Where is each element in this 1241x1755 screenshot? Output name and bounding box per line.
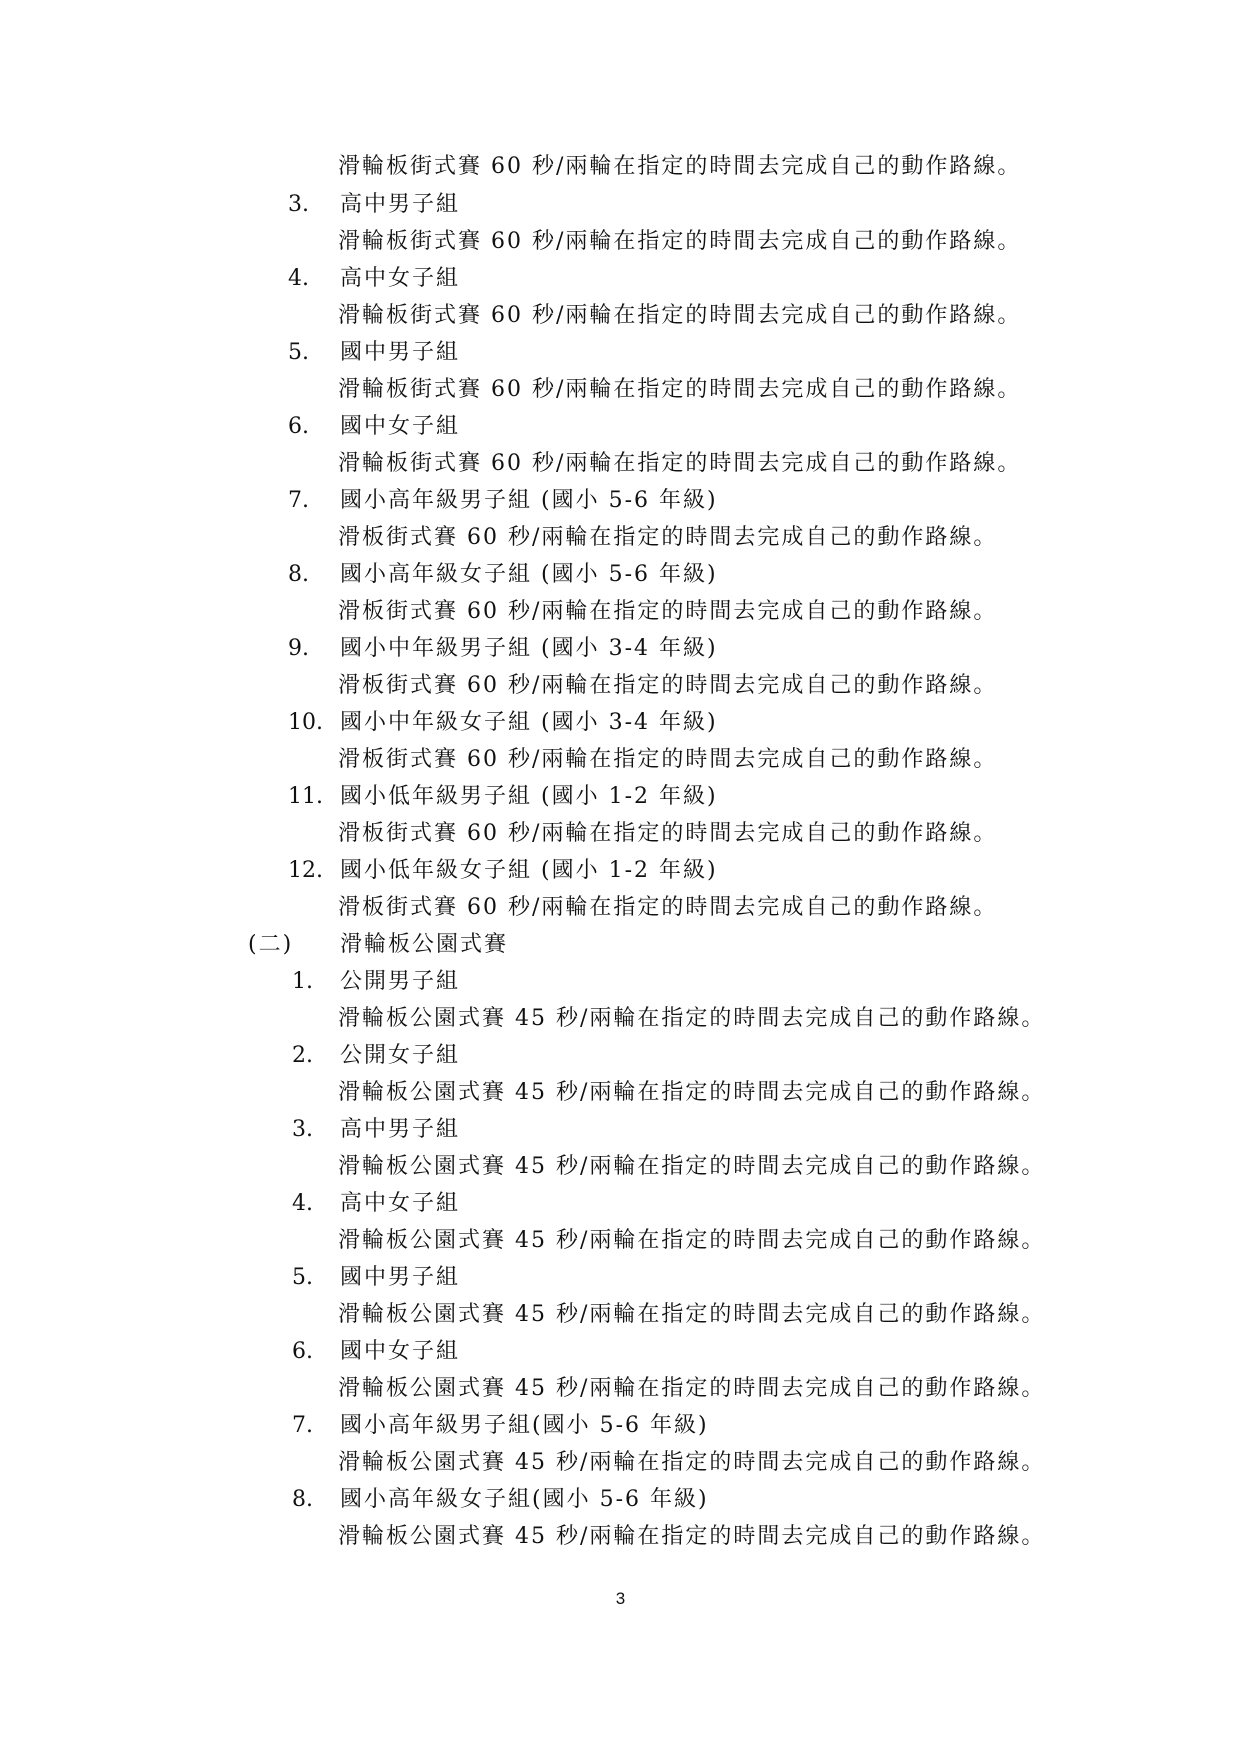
park-item-title: 公開男子組 [340,969,461,994]
park-item-desc: 滑輪板公園式賽 45 秒/兩輪在指定的時間去完成自己的動作路線。 [338,1154,1046,1179]
park-section-marker: (二) [248,932,294,957]
park-item-number: 3. [292,1117,313,1142]
street-item-desc: 滑板街式賽 60 秒/兩輪在指定的時間去完成自己的動作路線。 [338,747,998,772]
street-item-title: 國小低年級女子組 (國小 1-2 年級) [340,858,718,883]
street-item-desc: 滑輪板街式賽 60 秒/兩輪在指定的時間去完成自己的動作路線。 [338,377,1022,402]
street-item-desc: 滑輪板街式賽 60 秒/兩輪在指定的時間去完成自己的動作路線。 [338,229,1022,254]
street-item-title: 高中男子組 [340,192,461,217]
street-item-desc: 滑輪板街式賽 60 秒/兩輪在指定的時間去完成自己的動作路線。 [338,303,1022,328]
park-section-heading: 滑輪板公園式賽 [340,932,509,957]
park-item-number: 4. [292,1191,313,1216]
park-item-number: 6. [292,1339,313,1364]
park-item-number: 8. [292,1487,313,1512]
street-item-title: 高中女子組 [340,266,461,291]
park-item-number: 5. [292,1265,313,1290]
park-item-title: 國小高年級女子組(國小 5-6 年級) [340,1487,709,1512]
park-item-desc: 滑輪板公園式賽 45 秒/兩輪在指定的時間去完成自己的動作路線。 [338,1302,1046,1327]
street-item-number: 10. [288,710,323,735]
park-item-title: 國中男子組 [340,1265,461,1290]
park-item-title: 公開女子組 [340,1043,461,1068]
park-item-desc: 滑輪板公園式賽 45 秒/兩輪在指定的時間去完成自己的動作路線。 [338,1228,1046,1253]
street-item-title: 國中女子組 [340,414,461,439]
street-item-title: 國小中年級女子組 (國小 3-4 年級) [340,710,718,735]
park-item-desc: 滑輪板公園式賽 45 秒/兩輪在指定的時間去完成自己的動作路線。 [338,1524,1046,1549]
street-item-number: 4. [288,266,309,291]
street-item-desc: 滑輪板街式賽 60 秒/兩輪在指定的時間去完成自己的動作路線。 [338,451,1022,476]
street-item-title: 國小高年級女子組 (國小 5-6 年級) [340,562,718,587]
street-continued-desc: 滑輪板街式賽 60 秒/兩輪在指定的時間去完成自己的動作路線。 [338,154,1022,179]
street-item-desc: 滑板街式賽 60 秒/兩輪在指定的時間去完成自己的動作路線。 [338,821,998,846]
park-item-desc: 滑輪板公園式賽 45 秒/兩輪在指定的時間去完成自己的動作路線。 [338,1080,1046,1105]
street-item-number: 8. [288,562,309,587]
park-item-title: 國小高年級男子組(國小 5-6 年級) [340,1413,709,1438]
street-item-number: 9. [288,636,309,661]
park-item-number: 1. [292,969,313,994]
street-item-number: 7. [288,488,309,513]
street-item-number: 6. [288,414,309,439]
street-item-number: 11. [288,784,323,809]
street-item-desc: 滑板街式賽 60 秒/兩輪在指定的時間去完成自己的動作路線。 [338,599,998,624]
street-item-number: 3. [288,192,309,217]
park-item-title: 高中女子組 [340,1191,461,1216]
park-item-number: 7. [292,1413,313,1438]
page-number: 3 [615,1589,626,1608]
park-item-title: 國中女子組 [340,1339,461,1364]
street-item-title: 國小低年級男子組 (國小 1-2 年級) [340,784,718,809]
park-item-desc: 滑輪板公園式賽 45 秒/兩輪在指定的時間去完成自己的動作路線。 [338,1376,1046,1401]
park-item-number: 2. [292,1043,313,1068]
park-item-title: 高中男子組 [340,1117,461,1142]
street-item-desc: 滑板街式賽 60 秒/兩輪在指定的時間去完成自己的動作路線。 [338,673,998,698]
park-item-desc: 滑輪板公園式賽 45 秒/兩輪在指定的時間去完成自己的動作路線。 [338,1450,1046,1475]
street-item-desc: 滑板街式賽 60 秒/兩輪在指定的時間去完成自己的動作路線。 [338,895,998,920]
street-item-number: 5. [288,340,309,365]
street-item-number: 12. [288,858,323,883]
street-item-desc: 滑板街式賽 60 秒/兩輪在指定的時間去完成自己的動作路線。 [338,525,998,550]
street-item-title: 國小高年級男子組 (國小 5-6 年級) [340,488,718,513]
street-item-title: 國中男子組 [340,340,461,365]
park-item-desc: 滑輪板公園式賽 45 秒/兩輪在指定的時間去完成自己的動作路線。 [338,1006,1046,1031]
street-item-title: 國小中年級男子組 (國小 3-4 年級) [340,636,718,661]
